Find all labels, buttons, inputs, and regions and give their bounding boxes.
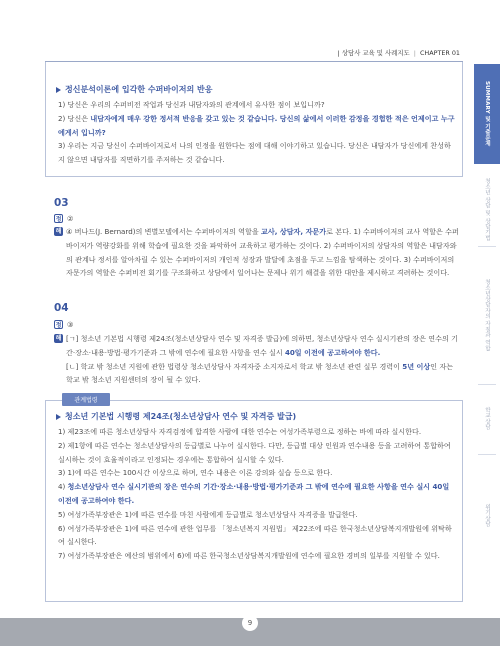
answer-row [54,320,73,329]
list-item: 2) 당신은 내담자에게 매우 강한 정서적 반응을 갖고 있는 것 같습니다. 당신의 삶에서 이러한 감정을 경험한 적은 언제이고 누구에게서 입니까? [58,113,455,137]
chapter-label: CHAPTER 01 [419,49,460,57]
list-item: 6) 여성가족부장관은 1)에 따른 연수에 관한 업무를 「청소년복지 지원법」 제22조에 따른 한국청소년상담복지개발원에 위탁하여 실시한다. [58,523,452,547]
box-title: 정신분석이론에 입각한 수퍼바이저의 반응 [56,84,212,95]
side-tab-school-counseling[interactable]: 학교상담 [484,406,490,430]
header-separator: | [413,49,416,57]
running-header [300,48,460,57]
question-number: 04 [54,302,69,314]
list-item: 3) 우리는 지금 당신이 수퍼바이저로서 나의 인정을 원한다는 점에 대해 이야기하고 있습니다. 당신은 내담자가 당신에게 찬성하지 않으면 내담자를 직면하기를 주저하는 것 같습니다. [58,141,451,165]
side-divider [478,384,496,385]
related-law-label: 관계법령 [62,393,110,406]
triangle-bullet-icon [56,414,61,420]
explanation [54,332,462,387]
response-list [58,98,456,167]
answer-value: ③ [67,320,74,329]
book-title: 상담사 교육 및 사례지도 [341,49,410,57]
explanation-item: [ㄴ] 학교 밖 청소년 지원에 관한 법령상 청소년상담사 자격자중 소지자로서 학교 밖 청소년 관련 실무 경력이 5년 이상인 자는 학교 밖 청소년 지원센터의 장이 될 수 있다. [66,361,454,385]
list-item: 4) 청소년상담사 연수 실시기관의 장은 연수의 기간·장소·내용·방법·평가기준과 그 밖에 연수에 필요한 사항을 연수 실시 40일 이전에 공고하여야 한다. [58,482,450,505]
explanation-item: [ㄱ] 청소년 기본법 시행령 제24조(청소년상담사 연수 및 자격증 발급)에 의하면, 청소년상담사 연수 실시기관의 장은 연수의 기간·장소·내용·방법·평가기준과 그 밖에 연수에 필요한 사항을 연수 실시 40일 이전에 공고하여야 한다. [66,334,458,357]
list-item: 7) 여성가족부장관은 예산의 범위에서 6)에 따른 한국청소년상담복지개발원에 연수에 필요한 경비의 일부를 지원할 수 있다. [58,551,440,561]
list-item: 5) 여성가족부장관은 1)에 따른 연수를 마친 사람에게 등급별로 청소년상담사 자격증을 발급한다. [58,509,358,519]
answer-row [54,214,73,223]
law-list [58,425,458,563]
side-tab-counseling-techniques[interactable]: 청소년 상담 및 상담기법 [484,177,490,241]
explanation-badge: 해 [55,334,62,342]
answer-badge: 정 [55,216,62,223]
explanation-text: ④ 버나드(J. Bernard)의 변별모델에서는 수퍼바이저의 역할을 교사, 상담자, 자문가로 본다. 1) 수퍼바이저의 교사 역할은 수퍼바이저가 역량강화를 위해 학습에 필요한 것을 파악하여 교육하고 평가하는 것이다. 2) 수퍼바이저의 상담자의 역할은 내담자와의 관계나 정서를 알아차릴 수 있는 수퍼바이저의 개인적 성장과 발달에 초점을 두고 느낌을 탐색하는 것이다. 3) 수퍼바이저의 자문가의 역할은 수퍼비전 회기를 구조화하고 상담에서 일어나는 문제나 위기 해결을 위한 대안을 제시하고 격려하는 것이다. [66,227,459,278]
side-tab-summary[interactable]: SUMMARY 및 기출문제 [474,64,500,164]
side-divider [478,246,496,247]
explanation [54,225,462,280]
answer-badge: 정 [55,322,62,329]
box-title: 청소년 기본법 시행령 제24조(청소년상담사 연수 및 자격증 발급) [56,411,296,422]
explanation-badge: 해 [55,227,62,235]
triangle-bullet-icon [56,87,61,93]
page-number: 9 [242,615,258,631]
supervisor-response-box [45,62,463,177]
list-item: 1) 당신은 우리의 수퍼비전 작업과 당신과 내담자와의 관계에서 유사한 점이 보입니까? [58,100,325,109]
list-item: 3) 1)에 따른 연수는 100시간 이상으로 하며, 연수 내용은 이론 강의와 실습 등으로 한다. [58,468,333,478]
answer-value: ② [67,214,74,223]
side-tab-counselor-qualities[interactable]: 청소년상담자의 자질과 역할 [484,278,490,352]
header-separator: | [337,49,340,57]
related-law-box [45,400,463,602]
list-item: 1) 제23조에 따른 청소년상담사 자격검정에 합격한 사람에 대한 연수는 여성가족부령으로 정하는 바에 따라 실시한다. [58,427,422,436]
list-item: 2) 제1항에 따른 연수는 청소년상담사의 등급별로 나누어 실시한다. 다만, 등급별 대상 인원과 연수내용 등을 고려하여 통합하여 실시하는 것이 효율적이라고 인정되는 경우에는 통합하여 실시할 수 있다. [58,440,451,464]
side-tab-crisis-counseling[interactable]: 위기상담 [484,503,490,527]
question-number: 03 [54,197,69,209]
side-divider [478,454,496,455]
